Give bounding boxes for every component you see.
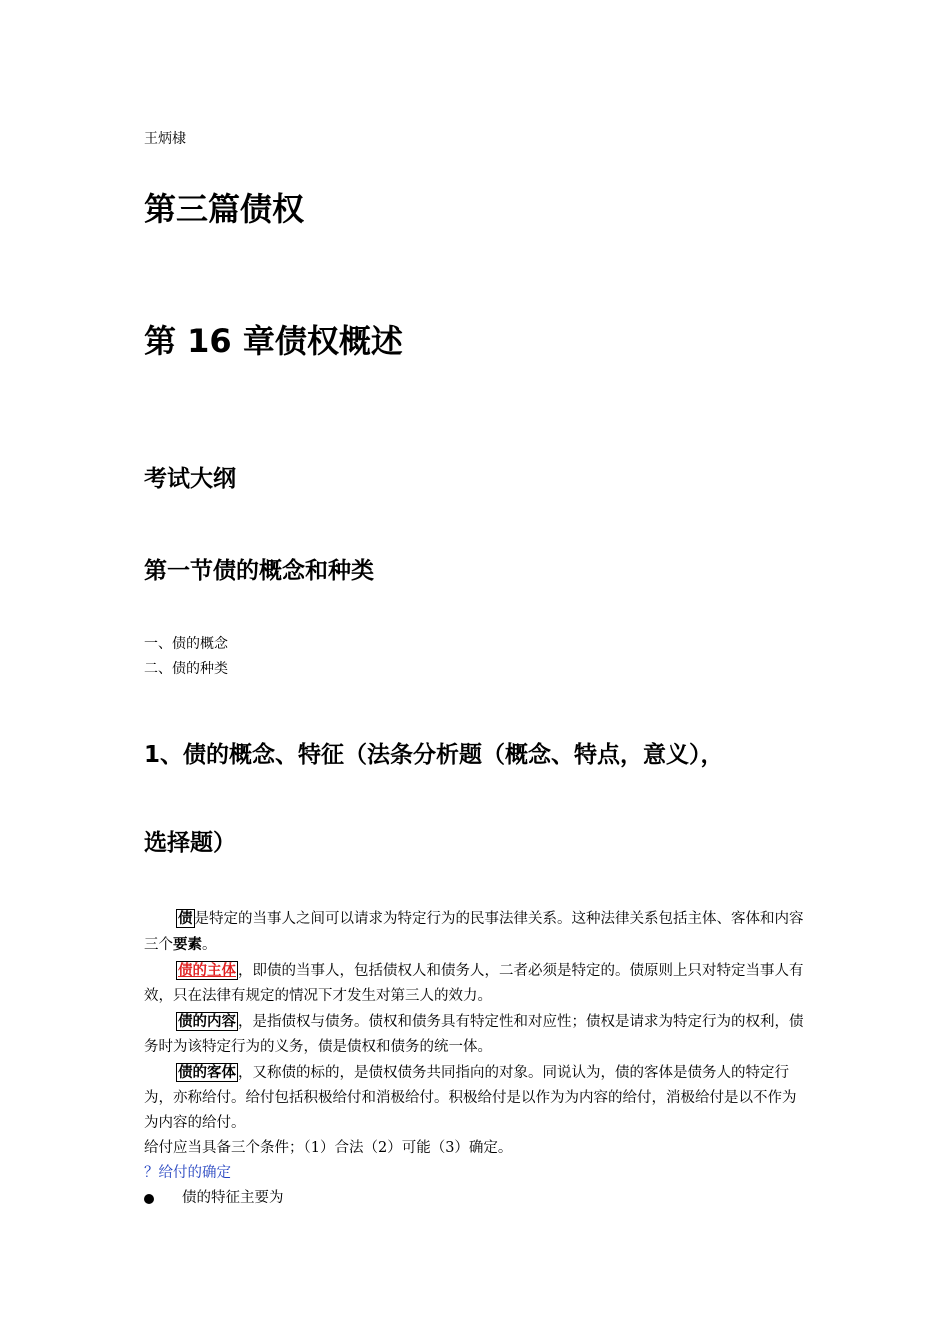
paragraph-text: ，即债的当事人，包括债权人和债务人，二者必须是特定的。债原则上只对特定当事人有效，只在法律有规定的情况下才发生对第三人的效力。 <box>144 963 804 1004</box>
bullet-text: 债的特征主要为 <box>182 1190 284 1206</box>
chapter-title: 第 16 章债权概述 <box>144 322 403 360</box>
paragraph-text: 。 <box>202 937 217 953</box>
term-object: 债的客体 <box>178 1064 236 1081</box>
object-paragraph <box>144 1060 804 1136</box>
bullet-item <box>144 1186 804 1211</box>
paragraph-text: ，是指债权与债务。债权和债务具有特定性和对应性；债权是请求为特定行为的权利，债务时为该特定行为的义务，债是债权和债务的统一体。 <box>144 1014 804 1055</box>
paragraph-text: ，又称债的标的，是债权债务共同指向的对象。同说认为，债的客体是债务人的特定行为，亦称给付。给付包括积极给付和消极给付。积极给付是以作为为内容的给付，消极给付是以不作为为内容的给付。 <box>144 1065 797 1131</box>
body-text <box>144 906 804 1211</box>
conditions-paragraph: 给付应当具备三个条件；（1）合法（2）可能（3）确定。 <box>144 1140 513 1156</box>
subject-paragraph <box>144 958 804 1009</box>
outline-item: 一、债的概念 <box>144 636 228 652</box>
term-subject: 债的主体 <box>178 962 236 979</box>
emphasis-text: 要素 <box>173 936 202 953</box>
topic-heading-continued: 选择题） <box>144 830 236 856</box>
topic-heading: 1、债的概念、特征（法条分析题（概念、特点，意义）， <box>144 742 724 768</box>
paragraph-text: 是特定的当事人之间可以请求为特定行为的民事法律关系。这种法律关系包括主体、客体和内容三个 <box>144 911 804 953</box>
term-content: 债的内容 <box>178 1013 236 1030</box>
definition-paragraph <box>144 906 804 958</box>
section-title: 第一节债的概念和种类 <box>144 558 374 584</box>
bullet-icon <box>144 1194 154 1204</box>
outline-item: 二、债的种类 <box>144 661 228 677</box>
syllabus-heading: 考试大纲 <box>144 466 236 492</box>
content-paragraph <box>144 1009 804 1060</box>
term-debt: 债 <box>178 910 193 927</box>
author-name: 王炳棣 <box>144 131 186 147</box>
payment-determination-link[interactable]: ？给付的确定 <box>144 1165 231 1181</box>
part-title: 第三篇债权 <box>144 190 305 228</box>
